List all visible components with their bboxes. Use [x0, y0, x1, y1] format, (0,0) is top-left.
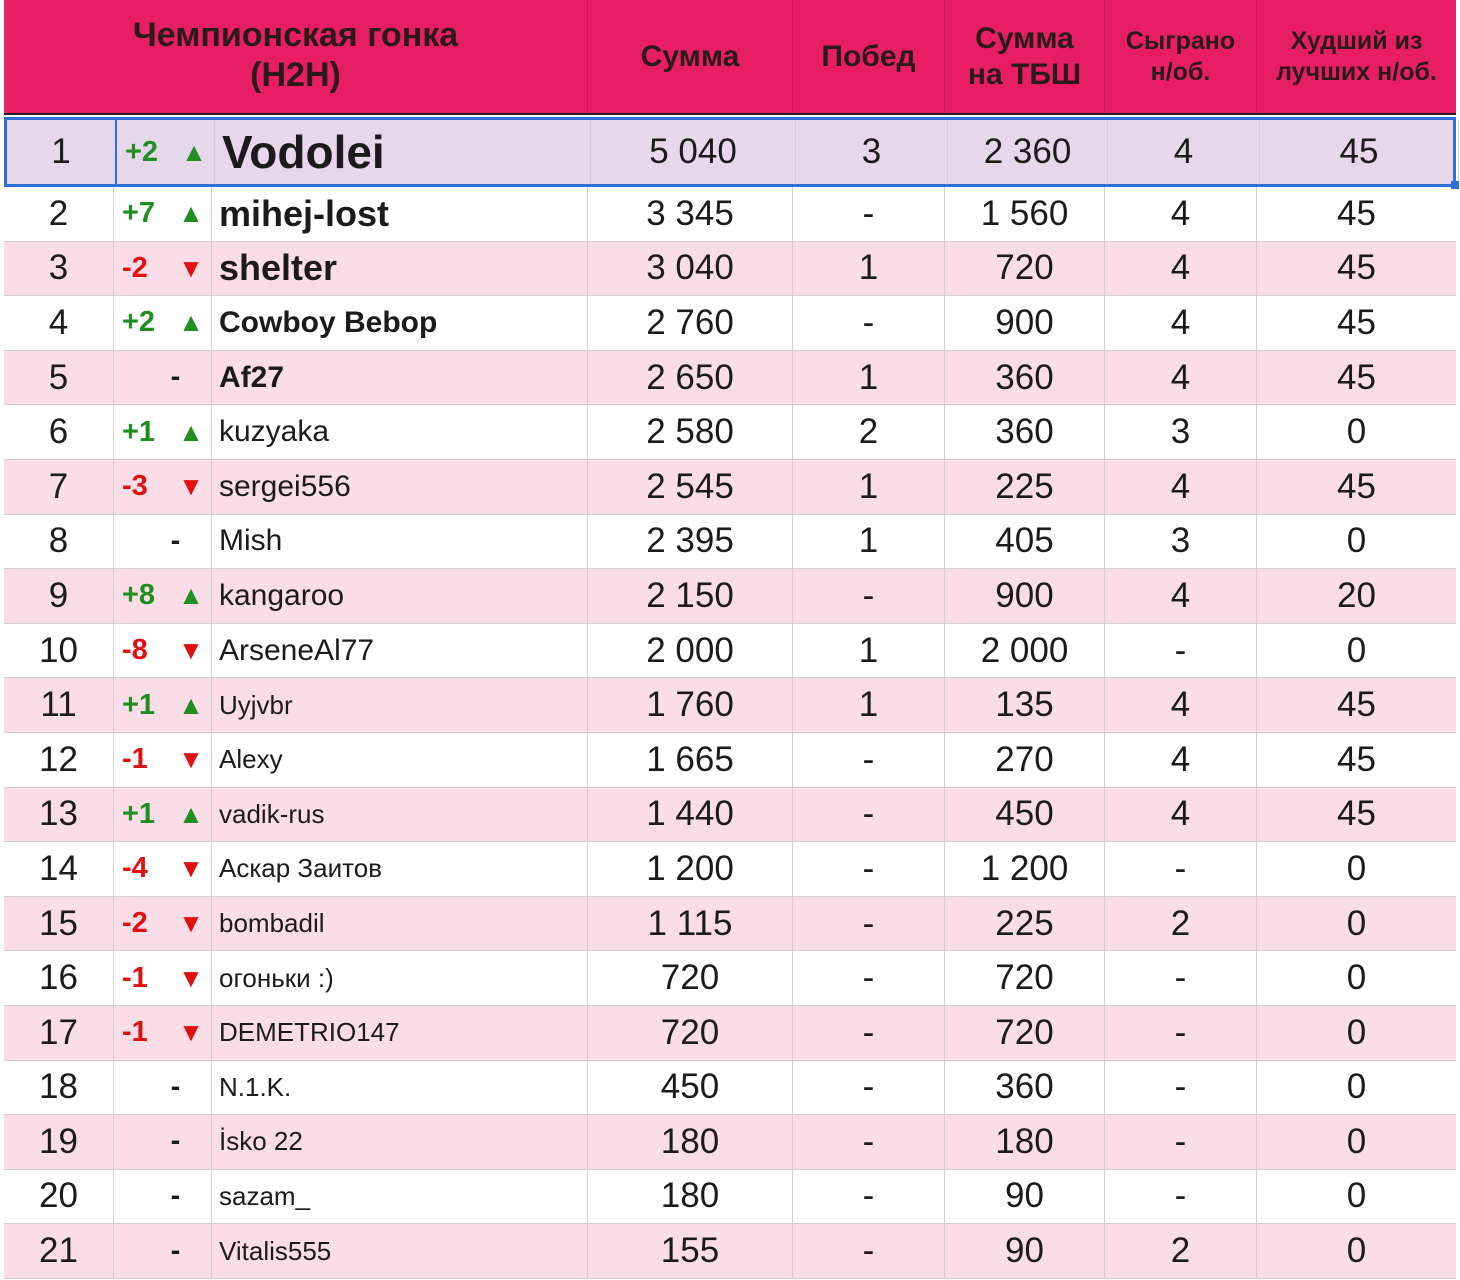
wins-cell[interactable]: 1 [793, 515, 945, 569]
delta-cell[interactable] [114, 1170, 212, 1224]
player-name-cell[interactable]: shelter [212, 242, 588, 296]
delta-cell[interactable] [114, 624, 212, 678]
rank-cell[interactable]: 14 [4, 842, 114, 896]
wins-cell[interactable]: - [793, 897, 945, 951]
delta-value: - [170, 1125, 181, 1158]
player-name-cell[interactable]: mihej-lost [212, 187, 588, 241]
delta-cell[interactable] [114, 1061, 212, 1115]
player-name-cell[interactable]: Cowboy Bebop [212, 296, 588, 350]
tbsh-sum-cell[interactable]: 900 [945, 296, 1105, 350]
rank-cell[interactable]: 16 [4, 951, 114, 1005]
wins-cell[interactable]: - [793, 296, 945, 350]
header-worst[interactable]: Худший из лучших н/об. [1276, 26, 1437, 86]
worst-cell[interactable]: 0 [1346, 521, 1367, 561]
played-cell[interactable]: - [1105, 1170, 1257, 1224]
triangle-down-icon: ▼ [178, 1017, 204, 1048]
played-cell[interactable]: 4 [1105, 460, 1257, 514]
wins-cell[interactable]: - [793, 951, 945, 1005]
delta-value: +1 [122, 415, 156, 448]
delta-value: +7 [122, 197, 156, 230]
tbsh-sum-cell[interactable]: 1 560 [945, 187, 1105, 241]
sum-cell[interactable]: 450 [588, 1061, 793, 1115]
delta-cell[interactable] [114, 460, 212, 514]
table-row[interactable] [4, 1115, 1456, 1170]
played-cell[interactable]: - [1105, 624, 1257, 678]
delta-cell[interactable] [114, 1115, 212, 1169]
header-wins[interactable]: Побед [793, 0, 945, 113]
worst-cell[interactable]: 45 [1337, 248, 1376, 288]
tbsh-sum-cell[interactable]: 720 [945, 951, 1105, 1005]
delta-value: -1 [122, 961, 148, 994]
table-row[interactable] [4, 460, 1456, 515]
player-name-cell[interactable]: İsko 22 [212, 1115, 588, 1169]
table-row[interactable] [4, 1061, 1456, 1116]
table-body [4, 117, 1456, 1279]
player-name-cell[interactable]: kuzyaka [212, 405, 588, 459]
delta-cell[interactable] [114, 351, 212, 405]
tbsh-sum-cell[interactable]: 405 [945, 515, 1105, 569]
wins-cell[interactable]: 1 [793, 460, 945, 514]
sum-cell[interactable]: 2 650 [588, 351, 793, 405]
delta-value: -2 [122, 251, 148, 284]
delta-value: +2 [125, 135, 159, 168]
table-row[interactable] [4, 296, 1456, 351]
wins-cell[interactable]: 3 [796, 120, 948, 184]
wins-cell[interactable]: 1 [793, 351, 945, 405]
standings-table [4, 0, 1456, 1280]
delta-value: +1 [122, 797, 156, 830]
worst-cell[interactable]: 45 [1337, 466, 1376, 506]
sum-cell[interactable]: 1 200 [588, 842, 793, 896]
wins-cell[interactable]: 1 [793, 242, 945, 296]
played-cell[interactable]: 4 [1105, 569, 1257, 623]
header-title[interactable]: Чемпионская гонка (H2H) [4, 0, 588, 113]
tbsh-sum-cell[interactable]: 2 360 [948, 120, 1108, 184]
tbsh-sum-cell[interactable]: 270 [945, 733, 1105, 787]
triangle-up-icon: ▲ [178, 689, 204, 720]
table-row[interactable] [4, 569, 1456, 624]
triangle-up-icon: ▲ [178, 198, 204, 229]
played-cell[interactable]: 4 [1105, 296, 1257, 350]
sum-cell[interactable]: 2 000 [588, 624, 793, 678]
worst-cell[interactable]: 0 [1346, 1067, 1367, 1107]
table-row[interactable] [4, 624, 1456, 679]
rank-cell[interactable]: 3 [4, 242, 114, 296]
player-name-cell[interactable]: kangaroo [212, 569, 588, 623]
wins-cell[interactable]: - [793, 1061, 945, 1115]
delta-cell[interactable] [114, 842, 212, 896]
sum-cell[interactable]: 2 545 [588, 460, 793, 514]
worst-cell[interactable]: 45 [1337, 357, 1376, 397]
played-cell[interactable]: 4 [1105, 788, 1257, 842]
sum-cell[interactable]: 1 760 [588, 678, 793, 732]
tbsh-sum-cell[interactable]: 2 000 [945, 624, 1105, 678]
delta-cell[interactable] [114, 515, 212, 569]
table-row[interactable] [4, 788, 1456, 843]
sum-cell[interactable]: 1 665 [588, 733, 793, 787]
wins-cell[interactable]: - [793, 1006, 945, 1060]
table-row[interactable] [4, 351, 1456, 406]
rank-cell[interactable]: 21 [4, 1224, 114, 1278]
player-name-cell[interactable]: Аскар Заитов [212, 842, 588, 896]
sum-cell[interactable]: 3 040 [588, 242, 793, 296]
played-cell[interactable]: - [1105, 1006, 1257, 1060]
tbsh-sum-cell[interactable]: 450 [945, 788, 1105, 842]
rank-cell[interactable]: 5 [4, 351, 114, 405]
table-row[interactable] [4, 678, 1456, 733]
rank-cell[interactable]: 2 [4, 187, 114, 241]
worst-cell[interactable]: 0 [1346, 848, 1367, 888]
wins-cell[interactable]: - [793, 1115, 945, 1169]
player-name-cell[interactable]: DEMETRIO147 [212, 1006, 588, 1060]
delta-cell[interactable] [114, 788, 212, 842]
table-row[interactable] [4, 405, 1456, 460]
rank-cell[interactable]: 4 [4, 296, 114, 350]
played-cell[interactable]: 2 [1105, 1224, 1257, 1278]
delta-value: +1 [122, 688, 156, 721]
worst-cell[interactable]: 20 [1337, 575, 1376, 615]
tbsh-sum-cell[interactable]: 135 [945, 678, 1105, 732]
wins-cell[interactable]: - [793, 1170, 945, 1224]
rank-cell[interactable]: 1 [7, 120, 117, 184]
sum-cell[interactable]: 2 150 [588, 569, 793, 623]
tbsh-sum-cell[interactable]: 90 [945, 1224, 1105, 1278]
player-name-cell[interactable]: Vodolei [215, 120, 591, 184]
delta-value: - [170, 361, 181, 394]
triangle-down-icon: ▼ [178, 853, 204, 884]
table-row[interactable] [4, 1224, 1456, 1279]
player-name-cell[interactable]: Alexy [212, 733, 588, 787]
table-row[interactable] [4, 1006, 1456, 1061]
delta-value: -4 [122, 852, 148, 885]
played-cell[interactable]: - [1105, 1061, 1257, 1115]
table-row[interactable] [4, 242, 1456, 297]
table-row[interactable] [4, 842, 1456, 897]
triangle-down-icon: ▼ [178, 962, 204, 993]
delta-value: - [170, 1179, 181, 1212]
tbsh-sum-cell[interactable]: 180 [945, 1115, 1105, 1169]
sum-cell[interactable]: 720 [588, 951, 793, 1005]
worst-cell[interactable]: 0 [1346, 958, 1367, 998]
delta-value: -8 [122, 634, 148, 667]
worst-cell[interactable]: 45 [1337, 739, 1376, 779]
played-cell[interactable]: 2 [1105, 897, 1257, 951]
wins-cell[interactable]: - [793, 842, 945, 896]
delta-value: - [170, 1070, 181, 1103]
player-name-cell[interactable]: огоньки :) [212, 951, 588, 1005]
player-name-cell[interactable]: Mish [212, 515, 588, 569]
wins-cell[interactable]: - [793, 569, 945, 623]
delta-cell[interactable] [117, 120, 215, 184]
rank-cell[interactable]: 20 [4, 1170, 114, 1224]
delta-cell[interactable] [114, 187, 212, 241]
triangle-up-icon: ▲ [181, 136, 207, 167]
wins-cell[interactable]: - [793, 788, 945, 842]
played-cell[interactable]: 3 [1105, 405, 1257, 459]
rank-cell[interactable]: 13 [4, 788, 114, 842]
worst-cell[interactable]: 45 [1337, 685, 1376, 725]
table-row[interactable] [4, 1170, 1456, 1225]
selection-handle[interactable] [1451, 181, 1459, 189]
header-played[interactable]: Сыграно н/об. [1105, 0, 1257, 113]
wins-cell[interactable]: - [793, 1224, 945, 1278]
table-row[interactable] [4, 187, 1456, 242]
triangle-up-icon: ▲ [178, 798, 204, 829]
table-row[interactable] [4, 515, 1456, 570]
delta-value: - [170, 1234, 181, 1267]
tbsh-sum-cell[interactable]: 225 [945, 897, 1105, 951]
player-name-cell[interactable]: Af27 [212, 351, 588, 405]
played-cell[interactable]: - [1105, 1115, 1257, 1169]
worst-cell[interactable]: 0 [1346, 1012, 1367, 1052]
sum-cell[interactable]: 1 440 [588, 788, 793, 842]
delta-cell[interactable] [114, 569, 212, 623]
player-name-cell[interactable]: bombadil [212, 897, 588, 951]
tbsh-sum-cell[interactable]: 360 [945, 405, 1105, 459]
worst-cell[interactable]: 45 [1337, 193, 1376, 233]
delta-value: -2 [122, 907, 148, 940]
delta-cell[interactable] [114, 296, 212, 350]
triangle-down-icon: ▼ [178, 252, 204, 283]
player-name-cell[interactable]: ArseneAl77 [212, 624, 588, 678]
triangle-down-icon: ▼ [178, 471, 204, 502]
tbsh-sum-cell[interactable]: 1 200 [945, 842, 1105, 896]
rank-cell[interactable]: 19 [4, 1115, 114, 1169]
worst-cell[interactable]: 0 [1346, 1121, 1367, 1161]
header-tbsh-sum[interactable]: Сумма на ТБШ [945, 0, 1105, 113]
triangle-down-icon: ▼ [178, 744, 204, 775]
player-name-cell[interactable]: vadik-rus [212, 788, 588, 842]
played-cell[interactable]: 3 [1105, 515, 1257, 569]
triangle-up-icon: ▲ [178, 580, 204, 611]
player-name-cell[interactable]: Uyjvbr [212, 678, 588, 732]
rank-cell[interactable]: 10 [4, 624, 114, 678]
worst-cell[interactable]: 45 [1337, 302, 1376, 342]
table-row[interactable] [4, 117, 1456, 187]
played-cell[interactable]: - [1105, 842, 1257, 896]
wins-cell[interactable]: - [793, 187, 945, 241]
delta-value: -1 [122, 743, 148, 776]
delta-cell[interactable] [114, 733, 212, 787]
delta-cell[interactable] [114, 678, 212, 732]
rank-cell[interactable]: 7 [4, 460, 114, 514]
rank-cell[interactable]: 9 [4, 569, 114, 623]
delta-cell[interactable] [114, 405, 212, 459]
rank-cell[interactable]: 15 [4, 897, 114, 951]
sum-cell[interactable]: 5 040 [591, 120, 796, 184]
sum-cell[interactable]: 155 [588, 1224, 793, 1278]
player-name-cell[interactable]: Vitalis555 [212, 1224, 588, 1278]
sum-cell[interactable]: 720 [588, 1006, 793, 1060]
played-cell[interactable]: 4 [1108, 120, 1260, 184]
worst-cell[interactable]: 0 [1346, 1176, 1367, 1216]
wins-cell[interactable]: 2 [793, 405, 945, 459]
sum-cell[interactable]: 180 [588, 1170, 793, 1224]
played-cell[interactable]: 4 [1105, 733, 1257, 787]
worst-cell[interactable]: 0 [1346, 1231, 1367, 1271]
tbsh-sum-cell[interactable]: 900 [945, 569, 1105, 623]
played-cell[interactable]: 4 [1105, 678, 1257, 732]
delta-value: - [170, 524, 181, 557]
table-row[interactable] [4, 733, 1456, 788]
triangle-down-icon: ▼ [178, 635, 204, 666]
worst-cell[interactable]: 0 [1346, 412, 1367, 452]
table-header [4, 0, 1456, 115]
triangle-down-icon: ▼ [178, 908, 204, 939]
tbsh-sum-cell[interactable]: 720 [945, 1006, 1105, 1060]
rank-cell[interactable]: 18 [4, 1061, 114, 1115]
wins-cell[interactable]: 1 [793, 624, 945, 678]
tbsh-sum-cell[interactable]: 90 [945, 1170, 1105, 1224]
rank-cell[interactable]: 6 [4, 405, 114, 459]
rank-cell[interactable]: 8 [4, 515, 114, 569]
player-name-cell[interactable]: sergei556 [212, 460, 588, 514]
player-name-cell[interactable]: N.1.K. [212, 1061, 588, 1115]
sum-cell[interactable]: 180 [588, 1115, 793, 1169]
sum-cell[interactable]: 2 760 [588, 296, 793, 350]
tbsh-sum-cell[interactable]: 720 [945, 242, 1105, 296]
delta-cell[interactable] [114, 1224, 212, 1278]
worst-cell[interactable]: 0 [1346, 903, 1367, 943]
header-sum[interactable]: Сумма [588, 0, 793, 113]
sum-cell[interactable]: 3 345 [588, 187, 793, 241]
triangle-up-icon: ▲ [178, 307, 204, 338]
sum-cell[interactable]: 2 395 [588, 515, 793, 569]
player-name-cell[interactable]: sazam_ [212, 1170, 588, 1224]
triangle-up-icon: ▲ [178, 416, 204, 447]
wins-cell[interactable]: 1 [793, 678, 945, 732]
played-cell[interactable]: 4 [1105, 187, 1257, 241]
tbsh-sum-cell[interactable]: 360 [945, 1061, 1105, 1115]
played-cell[interactable]: - [1105, 951, 1257, 1005]
rank-cell[interactable]: 11 [4, 678, 114, 732]
worst-cell[interactable]: 0 [1346, 630, 1367, 670]
rank-cell[interactable]: 17 [4, 1006, 114, 1060]
worst-cell[interactable]: 45 [1260, 120, 1459, 184]
sum-cell[interactable]: 1 115 [588, 897, 793, 951]
delta-cell[interactable] [114, 242, 212, 296]
delta-cell[interactable] [114, 951, 212, 1005]
played-cell[interactable]: 4 [1105, 242, 1257, 296]
delta-cell[interactable] [114, 897, 212, 951]
delta-value: -1 [122, 1016, 148, 1049]
delta-cell[interactable] [114, 1006, 212, 1060]
wins-cell[interactable]: - [793, 733, 945, 787]
worst-cell[interactable]: 45 [1337, 794, 1376, 834]
sum-cell[interactable]: 2 580 [588, 405, 793, 459]
table-row[interactable] [4, 897, 1456, 952]
played-cell[interactable]: 4 [1105, 351, 1257, 405]
delta-value: +2 [122, 306, 156, 339]
tbsh-sum-cell[interactable]: 360 [945, 351, 1105, 405]
delta-value: -3 [122, 470, 148, 503]
rank-cell[interactable]: 12 [4, 733, 114, 787]
tbsh-sum-cell[interactable]: 225 [945, 460, 1105, 514]
delta-value: +8 [122, 579, 156, 612]
table-row[interactable] [4, 951, 1456, 1006]
